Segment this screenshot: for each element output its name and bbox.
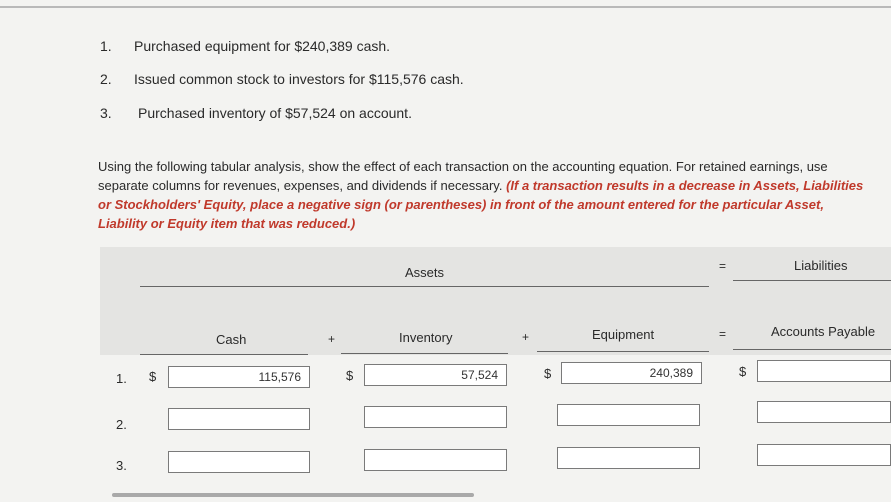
transaction-text: Purchased inventory of $57,524 on account. <box>138 105 412 121</box>
liabilities-group-header: Liabilities <box>794 258 848 273</box>
inventory-input[interactable]: 57,524 <box>364 364 507 386</box>
cash-input[interactable]: 115,576 <box>168 366 310 388</box>
dollar-sign: $ <box>149 369 157 384</box>
cash-input[interactable] <box>168 408 310 430</box>
equals-sign: = <box>719 259 727 273</box>
dollar-sign: $ <box>544 366 552 381</box>
equipment-input[interactable] <box>557 404 700 426</box>
column-header-inventory: Inventory <box>399 330 453 345</box>
row-label: 2. <box>116 417 127 432</box>
liabilities-underline <box>733 280 891 281</box>
instructions-emphasis: (If a transaction results in a decrease in Assets, Liabilities or Stockholders' Equity, place a negative sign (or parentheses) in front of the amount entered for the particular Asset, Liability or Equity item that was reduced.) <box>98 178 864 231</box>
instructions <box>98 157 873 233</box>
transaction-text: Issued common stock to investors for $115,576 cash. <box>134 71 464 87</box>
inventory-header-underline <box>341 353 508 354</box>
row-label: 1. <box>116 371 127 386</box>
inventory-input[interactable] <box>364 449 507 471</box>
dollar-sign: $ <box>739 364 747 379</box>
accounts-payable-input[interactable] <box>757 401 891 423</box>
column-header-cash: Cash <box>216 332 247 347</box>
plus-sign: + <box>328 332 336 346</box>
assets-group-header: Assets <box>405 265 445 280</box>
equipment-input[interactable]: 240,389 <box>561 362 702 384</box>
accounts-payable-input[interactable] <box>757 444 891 466</box>
transaction-number: 2. <box>100 71 112 87</box>
horizontal-scrollbar[interactable] <box>112 493 474 497</box>
dollar-sign: $ <box>346 368 354 383</box>
transaction-text: Purchased equipment for $240,389 cash. <box>134 38 391 54</box>
row-label: 3. <box>116 458 127 473</box>
instructions-text: Using the following tabular analysis, show the effect of each transaction on the accounting equation. For retained earnings, use separate columns for revenues, expenses, and dividends if necessary. <box>98 159 828 193</box>
transaction-number: 1. <box>100 38 112 54</box>
assets-underline <box>140 286 709 287</box>
transaction-number: 3. <box>100 105 112 121</box>
equipment-header-underline <box>537 351 709 352</box>
equals-sign: = <box>719 327 727 341</box>
top-divider <box>0 6 891 8</box>
accounts-payable-header-underline <box>733 349 891 350</box>
cash-input[interactable] <box>168 451 310 473</box>
cash-header-underline <box>140 354 308 355</box>
column-header-accounts-payable: Accounts Payable <box>771 324 876 339</box>
equipment-input[interactable] <box>557 447 700 469</box>
column-header-equipment: Equipment <box>592 327 655 342</box>
inventory-input[interactable] <box>364 406 507 428</box>
plus-sign: + <box>522 330 530 344</box>
accounts-payable-input[interactable] <box>757 360 891 382</box>
